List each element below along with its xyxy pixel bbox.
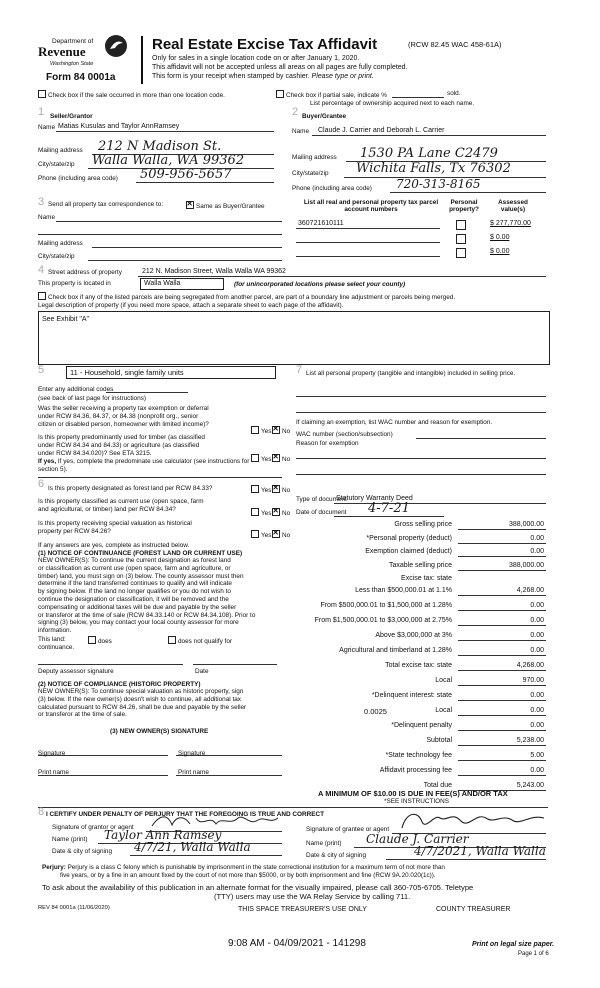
section7-number: 7	[296, 364, 303, 376]
q-timber-line2: under RCW 84.34 and 84.33) or agriculture (as classified	[38, 442, 200, 449]
tax-row-line	[458, 745, 546, 746]
section2-number: 2	[292, 106, 299, 118]
tax-row-value[interactable]: 0.00	[530, 616, 544, 624]
seller-mailing-label: Mailing address	[38, 147, 83, 154]
doc-type-label: Type of document	[296, 496, 347, 503]
state-label: Washington State	[50, 61, 94, 67]
tax-row-value[interactable]: 0.00	[530, 601, 544, 609]
new-owner-signature-title: (3) NEW OWNER(S) SIGNATURE	[110, 728, 209, 735]
personal-property-label: List all personal property (tangible and intangible) included in selling price.	[306, 370, 516, 377]
section4-number: 4	[38, 264, 45, 276]
assessed-value-header: Assessed value(s)	[498, 199, 528, 214]
q-historic-no[interactable]: ✕ No	[272, 530, 290, 539]
answer-note: If any answers are yes, complete as instructed below.	[38, 542, 190, 549]
grantor-signature-label: Signature of grantor or agent	[52, 824, 134, 831]
q-forest-no[interactable]: ✕ No	[272, 485, 290, 494]
tax-row-value[interactable]: 5,243.00	[516, 781, 544, 789]
s3-mailing-label: Mailing address	[38, 240, 83, 247]
legal-description-field[interactable]	[38, 311, 550, 365]
s3-name-line2	[38, 234, 282, 235]
tax-row-label: Subtotal	[426, 736, 452, 744]
tax-row-value[interactable]: 4,268.00	[516, 661, 544, 669]
s3-name-label: Name	[38, 214, 56, 221]
assessed-value[interactable]: $ 0.00	[490, 234, 510, 241]
grantor-name-label: Name (print)	[52, 836, 88, 843]
s6-top-line	[38, 477, 282, 478]
buyer-name-value[interactable]: Claude J. Carrier and Deborah L. Carrier	[318, 127, 445, 134]
minimum-due-note: A MINIMUM OF $10.00 IS DUE IN FEE(S) AND/OR TAX	[318, 789, 508, 798]
personal-property-header: Personal property?	[449, 199, 479, 214]
buyer-mailing-label: Mailing address	[292, 154, 337, 161]
buyer-city-label: City/state/zip	[292, 170, 329, 177]
this-land-label: This land:	[38, 636, 66, 643]
page-number: Page 1 of 6	[518, 951, 549, 957]
buyer-title: Buyer/Grantee	[302, 113, 347, 120]
tax-row-label: Gross selling price	[394, 521, 452, 528]
tax-row-line	[458, 625, 546, 626]
print-name-label-2: Print name	[178, 769, 209, 776]
tax-row-line	[458, 775, 546, 776]
grantor-print-name[interactable]: Taylor Ann Ramsey	[104, 828, 222, 842]
notice-line: or classification as current use (open space, farm and agriculture, or	[38, 564, 231, 572]
tax-row-line	[458, 529, 546, 530]
q-forest: Is this property designated as forest land per RCW 84.33?	[48, 485, 213, 492]
grantee-date-line	[386, 859, 546, 860]
location-select[interactable]	[140, 278, 224, 290]
county-treasurer-label: COUNTY TREASURER	[436, 906, 511, 913]
located-label: This property is located in	[38, 280, 111, 287]
q-timber-yes[interactable]: Yes	[251, 454, 271, 463]
tax-row-label: Local	[435, 706, 452, 714]
rcw-ref: (RCW 82.45 WAC 458-61A)	[408, 40, 502, 49]
segregated-checkbox[interactable]: Check box if any of the listed parcels are being segregated from another parcel, are part of a boundary line adjustment or parcels being merged.	[38, 292, 455, 301]
tax-row-label: From $500,000.01 to $1,500,000 at 1.28%	[320, 601, 452, 609]
form-title: Real Estate Excise Tax Affidavit	[152, 36, 378, 53]
notice-line: or transferor at the time of sale.	[38, 711, 127, 719]
parcel-list-header: List all real and personal property tax parcel account numbers	[303, 199, 439, 214]
revision-label: REV 84 0001a (11/06/2020)	[38, 905, 110, 911]
tax-row-label: Total excise tax: state	[385, 661, 452, 669]
grantee-date-label: Date & city of signing	[306, 852, 367, 859]
parcel-number[interactable]	[296, 256, 440, 257]
section3-number: 3	[38, 196, 45, 208]
additional-codes-label: Enter any additional codes	[38, 386, 114, 393]
assessed-value[interactable]: $ 277,770.00	[490, 220, 531, 227]
tax-row-line	[458, 715, 546, 716]
tax-row-value[interactable]: 0.00	[530, 646, 544, 654]
section1-number: 1	[38, 106, 45, 118]
q-timber-note2: section 5).	[38, 466, 68, 473]
q-historic-line1: Is this property receiving special valuation as historical	[38, 520, 192, 527]
notice-continuance-title: (1) NOTICE OF CONTINUANCE (FOREST LAND OR CURRENT USE)	[38, 550, 243, 557]
q-timber-line1: Is this property predominantly used for timber (as classified	[38, 434, 205, 441]
personal-property-checkbox[interactable]	[456, 248, 466, 258]
location-value: Walla Walla	[144, 280, 181, 287]
tax-row-line	[458, 610, 546, 611]
tax-row-label: Agricultural and timberland at 1.28%	[339, 646, 452, 654]
buyer-phone-label: Phone (including area code)	[292, 185, 372, 192]
tax-row-line	[458, 570, 546, 571]
tax-row-label: *Personal property (deduct)	[366, 534, 452, 542]
s3-city-field[interactable]	[88, 260, 282, 261]
multi-location-checkbox[interactable]: Check box if the sale occurred in more than one location code.	[38, 90, 225, 99]
tax-row-value[interactable]: 0.00	[530, 691, 544, 699]
see-instructions: *SEE INSTRUCTIONS	[384, 798, 449, 805]
seller-phone-value[interactable]: 509-956-5657	[140, 167, 232, 182]
same-as-buyer-checkbox[interactable]: ✕ Same as Buyer/Grantee	[186, 201, 265, 210]
land-use-code-value: 11 - Household, single family units	[70, 367, 184, 377]
q-current-use-line1: Is this property classified as current use (open space, farm	[38, 498, 204, 505]
notice-compliance-title: (2) NOTICE OF COMPLIANCE (HISTORIC PROPERTY)	[38, 681, 201, 688]
legal-desc-label: Legal description of property (if you need more space, attach a separate sheet to each page of the affidavit).	[38, 302, 344, 309]
header-sub3: This form is your receipt when stamped by cashier. Please type or print.	[152, 73, 374, 80]
doc-date-value[interactable]: 4-7-21	[368, 501, 410, 516]
q-current-use-line2: and agricultural, or timber) land per RCW 84.34?	[38, 506, 176, 513]
tax-row-value[interactable]: 970.00	[522, 676, 544, 684]
signature-label: Signature	[38, 750, 66, 757]
notice-line: calculated pursuant to RCW 84.26, shall be due and payable by the seller	[38, 703, 247, 711]
seller-name-label: Name	[38, 124, 56, 131]
land-does-checkbox[interactable]: does	[88, 636, 112, 645]
land-does-not-checkbox[interactable]: does not qualify for	[168, 636, 232, 645]
notice-line: or transferor at the time of sale (RCW 84.33.140 or RCW 84.34.108). Prior to	[38, 611, 256, 619]
seller-title: Seller/Grantor	[50, 113, 93, 120]
buyer-name-label: Name	[292, 128, 310, 135]
street-line	[138, 276, 546, 277]
grantee-name-label: Name (print)	[306, 840, 342, 847]
header-divider	[141, 36, 143, 84]
dept-line2: Revenue	[38, 44, 86, 59]
recording-stamp: 9:08 AM - 04/09/2021 - 141298	[228, 938, 366, 949]
q-historic-yes[interactable]: Yes	[251, 530, 271, 539]
header-sub2: This affidavit will not be accepted unless all areas on all pages are fully completed.	[152, 64, 408, 71]
personal-property-field-2[interactable]	[296, 412, 546, 413]
notice-line: signing (3) below, you may contact your local county assessor for more	[38, 619, 239, 627]
send-correspondence-label: Send all property tax correspondence to:	[48, 201, 164, 208]
q-exemption-line1: Was the seller receiving a property tax exemption or deferral	[38, 405, 209, 412]
tax-row-value[interactable]: 388,000.00	[508, 561, 544, 569]
deputy-date-field[interactable]	[193, 664, 277, 665]
reason-field-2[interactable]	[296, 474, 546, 475]
header-sub1: Only for sales in a single location code on or after January 1, 2020.	[152, 55, 360, 62]
additional-codes-field[interactable]	[106, 392, 188, 393]
tax-row-label: *Delinquent penalty	[391, 721, 452, 729]
parcel-line	[296, 228, 440, 229]
s3-name-field[interactable]	[56, 221, 282, 222]
personal-property-checkbox[interactable]	[456, 220, 466, 230]
grantee-print-name[interactable]: Claude J. Carrier	[366, 832, 469, 846]
notice-line: compensating or additional taxes will be due and payable by the seller	[38, 603, 237, 611]
tax-row-line	[458, 595, 546, 596]
tax-row-line	[458, 670, 546, 671]
alt-format-notice-2: (TTY) users may use the WA Relay Service by calling 711.	[214, 892, 411, 901]
grantee-signature-label: Signature of grantee or agent	[306, 826, 390, 833]
grantor-date-city[interactable]: 4/7/21, Walla Walla	[134, 840, 251, 854]
grantor-date-label: Date & city of signing	[52, 848, 113, 855]
treasurer-space-label: THIS SPACE TREASURER'S USE ONLY	[238, 906, 367, 913]
q-timber-note1: If yes, If yes, complete the predominate use calculator (see instructions for	[38, 458, 250, 465]
grantor-date-line	[130, 855, 282, 856]
doc-type-line	[334, 503, 546, 504]
grantee-signature[interactable]	[398, 808, 548, 834]
tax-row-value[interactable]: 388,000.00	[508, 521, 544, 528]
tax-row-line	[458, 760, 546, 761]
alt-format-notice: To ask about the availability of this publication in an alternate format for the visually impaired, please call 360-705-6705. Teletype	[42, 883, 474, 892]
perjury-notice: Perjury: Perjury is a class C felony which is punishable by imprisonment in the state correctional institution for a maximum term of not more than	[42, 864, 445, 871]
seller-city-value[interactable]: Walla Walla, WA 99362	[92, 153, 245, 168]
buyer-city-value[interactable]: Wichita Falls, Tx 76302	[356, 161, 511, 176]
print-name-label: Print name	[38, 769, 69, 776]
tax-row-value[interactable]: 0.00	[530, 721, 544, 729]
tax-row-label: Above $3,000,000 at 3%	[375, 631, 452, 639]
partial-percent-field[interactable]	[392, 97, 444, 98]
tax-row-label: Total due	[423, 781, 452, 789]
land-use-code-select[interactable]	[66, 366, 276, 379]
personal-property-field[interactable]	[296, 396, 546, 397]
q-exemption-no[interactable]: ✕ No	[272, 426, 290, 435]
tax-row-value[interactable]: 0.00	[530, 706, 544, 714]
seller-name-value[interactable]: Matias Kusulas and Taylor AnnRamsey	[58, 123, 180, 130]
tax-row-line	[458, 655, 546, 656]
section8-number: 8	[38, 806, 45, 818]
tax-row-label: *State technology fee	[385, 751, 452, 759]
ownership-note: List percentage of ownership acquired next to each name.	[310, 100, 475, 107]
located-note: (for unincorporated locations please select your county)	[234, 281, 406, 288]
partial-sale-checkbox[interactable]: Check box if partial sale, indicate %	[276, 90, 387, 99]
q-exemption-yes[interactable]: Yes	[251, 426, 271, 435]
tax-row-value[interactable]: 5.00	[530, 751, 544, 759]
notice-line: continue the designation or classification, it will be removed and the	[38, 596, 229, 603]
deputy-signature-field[interactable]	[38, 664, 183, 665]
grantee-date-city[interactable]: 4/7/2021, Walla Walla	[414, 844, 546, 858]
see-back-note: (see back of last page for instructions)	[38, 395, 146, 402]
seller-mailing-value[interactable]: 212 N Madison St.	[98, 139, 222, 154]
tax-row-value[interactable]: 0.00	[530, 766, 544, 774]
tax-row-value[interactable]: 0.00	[530, 534, 544, 542]
notice-line: NEW OWNER(S): To continue the current designation as forest land	[38, 557, 231, 564]
q-historic-line2: property per RCW 84.26?	[38, 528, 111, 535]
tax-row-label: *Delinquent interest: state	[371, 691, 452, 699]
wac-field[interactable]	[416, 438, 546, 439]
seller-city-label: City/state/zip	[38, 161, 75, 168]
section6-number: 6	[38, 478, 45, 490]
q-timber-no[interactable]: ✕ No	[272, 454, 290, 463]
tax-row-label: From $1,500,000.01 to $3,000,000 at 2.75%	[314, 616, 452, 624]
s3-city-label: City/state/zip	[38, 253, 75, 260]
doc-type-value[interactable]: Statutory Warranty Deed	[336, 495, 413, 502]
buyer-phone-value[interactable]: 720-313-8165	[396, 177, 481, 191]
tax-row-line	[458, 543, 546, 544]
reason-field[interactable]	[296, 458, 546, 459]
tax-row-line	[458, 556, 546, 557]
tax-row-line	[458, 730, 546, 731]
doc-date-label: Date of document	[296, 509, 347, 516]
street-value[interactable]: 212 N. Madison Street, Walla Walla WA 99362	[142, 268, 286, 275]
notice-line: (3) below. If the new owner(s) doesn't wish to continue, all additional tax	[38, 695, 241, 703]
tax-row-value[interactable]: 5,238.00	[516, 736, 544, 744]
sold-label: sold.	[447, 90, 461, 97]
tax-row-value[interactable]: 4,268.00	[516, 586, 544, 594]
buyer-name-line	[312, 135, 546, 136]
certify-statement: I CERTIFY UNDER PENALTY OF PERJURY THAT THE FOREGOING IS TRUE AND CORRECT	[46, 811, 325, 818]
legal-description-value: See Exhibit "A"	[42, 316, 89, 323]
q-exemption-line2: under RCW 84.36, 84.37, or 84.38 (nonprofit org., senior	[38, 413, 199, 420]
s3-mailing-field[interactable]	[92, 247, 282, 248]
tax-row-line	[458, 700, 546, 701]
buyer-phone-line	[390, 192, 546, 193]
tax-row-label: Affidavit processing fee	[379, 766, 452, 774]
dept-line1: Department of	[52, 38, 94, 45]
parcel-number[interactable]	[296, 242, 440, 243]
seller-phone-line	[136, 182, 274, 183]
seller-name-line	[56, 131, 274, 132]
buyer-mailing-value[interactable]: 1530 PA Lane C2479	[360, 146, 498, 161]
q-current-use-yes[interactable]: Yes	[251, 508, 271, 517]
street-label: Street address of property	[48, 269, 122, 276]
deputy-signature-label: Deputy assessor signature	[38, 668, 114, 675]
seller-phone-label: Phone (including area code)	[38, 175, 118, 182]
doc-date-line	[334, 516, 444, 517]
notice-line: information.	[38, 627, 72, 635]
tax-row-label: Excise tax: state	[401, 575, 452, 582]
tax-row-line	[458, 640, 546, 641]
notice-line: timber) land, you must sign on (3) below. The county assessor must then	[38, 572, 244, 580]
legal-paper-note: Print on legal size paper.	[472, 941, 555, 948]
form-number: Form 84 0001a	[46, 72, 116, 83]
exemption-label: If claiming an exemption, list WAC number and reason for exemption.	[296, 419, 493, 426]
reason-label: Reason for exemption	[296, 440, 359, 447]
notice-line: NEW OWNER(S): To continue special valuation as historic property, sign	[38, 688, 244, 695]
tax-row-label: Less than $500,000.01 at 1.1%	[355, 586, 452, 594]
local-rate: 0.0025	[364, 707, 387, 716]
deputy-date-label: Date	[195, 668, 209, 675]
tax-row-label: Taxable selling price	[388, 561, 452, 569]
perjury-notice-2: five years, or by a fine in an amount fixed by the court of not more than $5000, or by both imprisonment and fine (RCW 9A.20.020(1c)).	[60, 872, 436, 879]
tax-row-value[interactable]: 0.00	[530, 631, 544, 639]
tax-row-value[interactable]: 0.00	[530, 548, 544, 555]
signature-label-2: Signature	[178, 750, 206, 757]
notice-line: determine if the land transferred continues to qualify and will indicate	[38, 580, 232, 588]
tax-row-label: Exemption claimed (deduct)	[365, 548, 452, 555]
assessed-value[interactable]: $ 0.00	[490, 248, 510, 255]
tax-row-line	[458, 685, 546, 686]
notice-line: by signing below. If the land no longer qualifies or you do not wish to	[38, 588, 231, 596]
parcel-number[interactable]: 360721610111	[298, 220, 344, 227]
personal-property-checkbox[interactable]	[456, 234, 466, 244]
q-timber-line3: under RCW 84.34.020)? See ETA 3215.	[38, 450, 152, 457]
q-forest-yes[interactable]: Yes	[251, 485, 271, 494]
dor-emblem-icon	[104, 34, 128, 58]
continuance-label: continuance.	[38, 644, 75, 651]
q-exemption-line3: citizen or disabled person, homeowner with limited income)?	[38, 421, 209, 428]
q-current-use-no[interactable]: ✕ No	[272, 508, 290, 517]
section5-number: 5	[38, 364, 45, 376]
wac-label: WAC number (section/subsection)	[296, 431, 393, 438]
tax-row-label: Local	[435, 676, 452, 684]
